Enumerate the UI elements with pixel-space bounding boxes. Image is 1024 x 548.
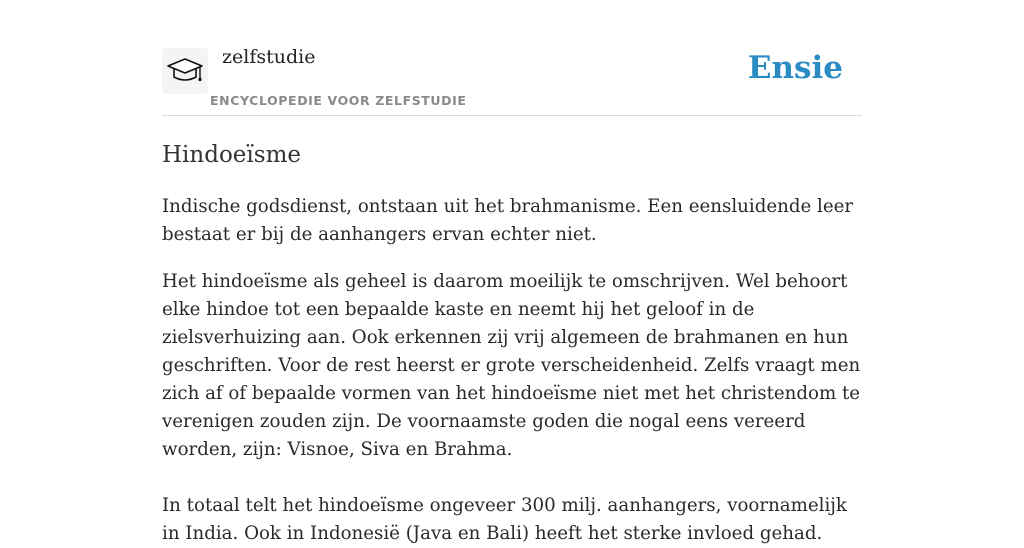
article-paragraph-3: In totaal telt het hindoeïsme ongeveer 300 milj. aanhangers, voornamelijk in India. Ook in Indonesië (Java en Bali) heeft het sterke invloed gehad.: [162, 495, 847, 544]
article-paragraph-1: Indische godsdienst, ontstaan uit het brahmanisme. Een eensluidende leer bestaat er bij de aanhangers ervan echter niet.: [162, 196, 854, 245]
ensie-logo-link[interactable]: Ensie: [747, 50, 843, 86]
site-tagline: ENCYCLOPEDIE VOOR ZELFSTUDIE: [210, 93, 467, 108]
site-name-link[interactable]: zelfstudie: [222, 46, 316, 68]
graduation-cap-icon[interactable]: [162, 48, 208, 94]
article-paragraph-2: Het hindoeïsme als geheel is daarom moeilijk te omschrijven. Wel behoort elke hindoe tot een bepaalde kaste en neemt hij het geloof in de zielsverhuizing aan. Ook erkennen zij vrij algemeen de brahmanen en hun geschriften. Voor de rest heerst er grote verscheidenheid. Zelfs vraagt men zich af of bepaalde vormen van het hindoeïsme niet met het christendom te verenigen zouden zijn. De voornaamste goden die nogal eens vereerd worden, zijn: Visnoe, Siva en Brahma.: [162, 271, 861, 460]
article-title: Hindoeïsme: [162, 142, 301, 168]
content-container: [162, 0, 862, 548]
site-header: [162, 0, 862, 116]
